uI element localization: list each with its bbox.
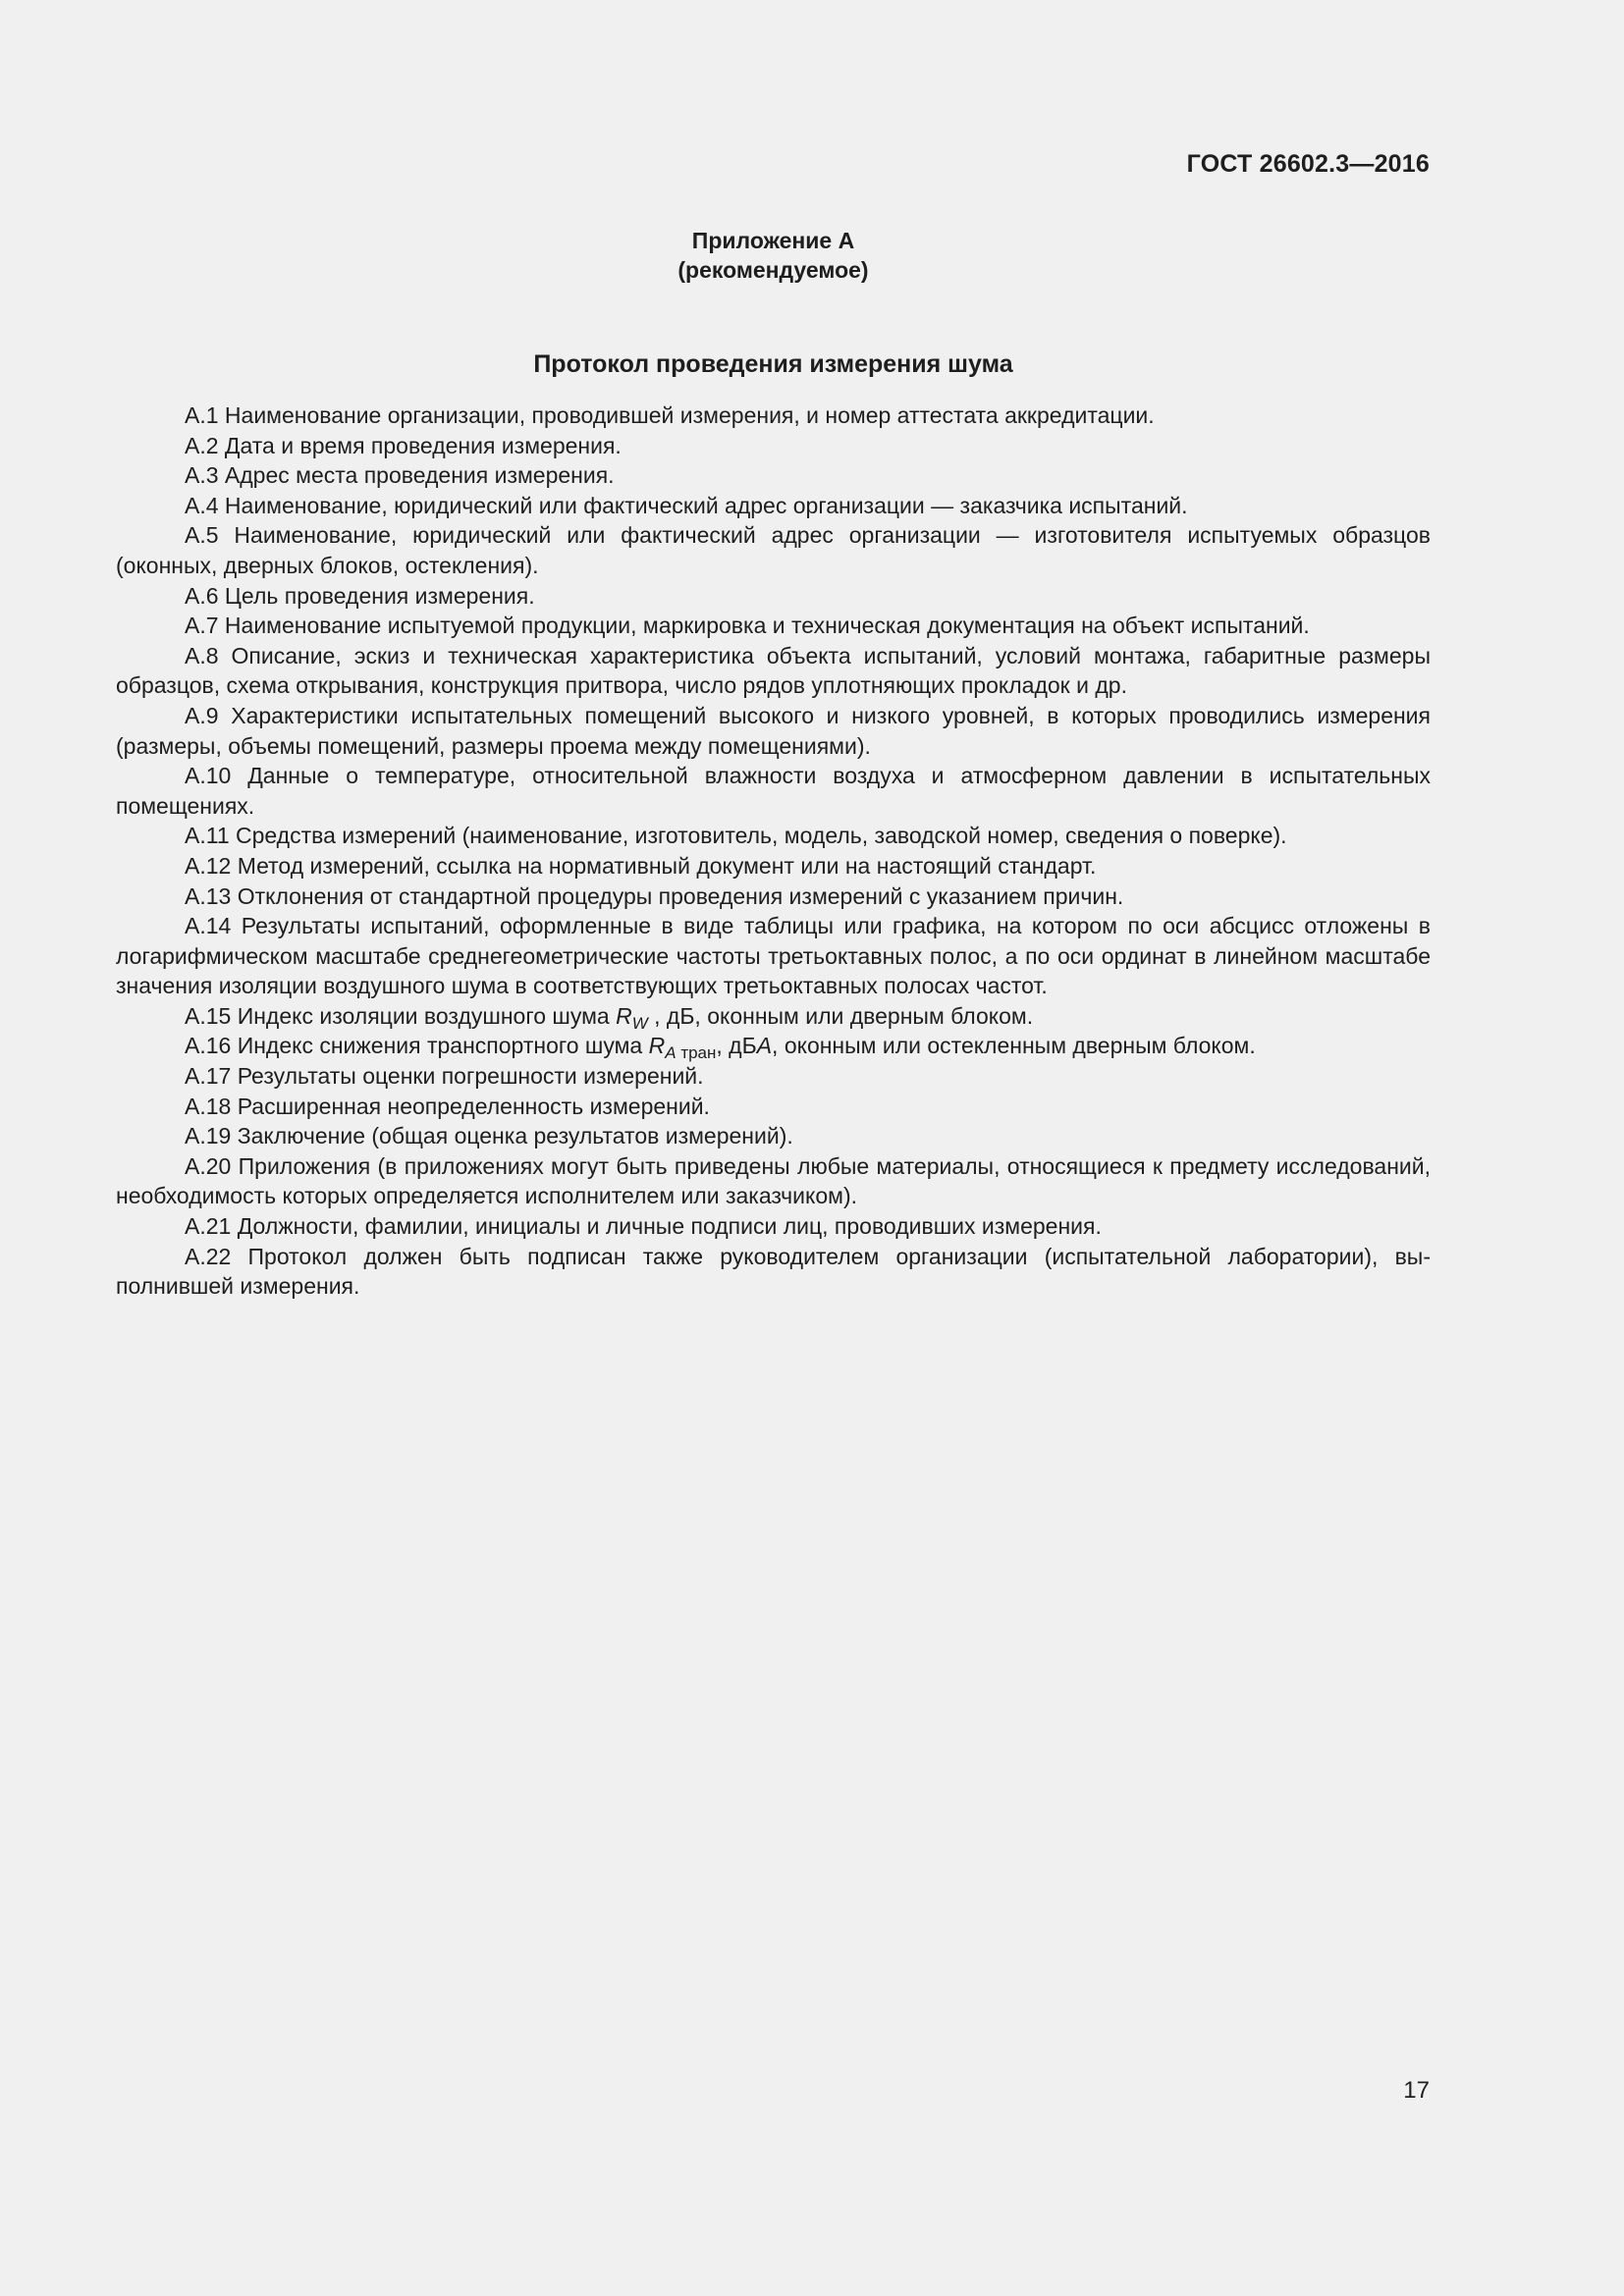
- item-a20: А.20 Приложения (в приложениях могут быть приведены любые материалы, относящиеся к предмету исследований, необходимость которых определяется исполнителем или заказчиком).: [116, 1152, 1431, 1209]
- protocol-items: [116, 400, 1431, 1302]
- item-a3: А.3 Адрес места проведения измерения.: [185, 462, 615, 489]
- item-a11: А.11 Средства измерений (наименование, изготовитель, модель, заводской номер, сведения о поверке).: [185, 823, 1287, 849]
- item-a15-subscript: W: [631, 1013, 648, 1033]
- item-a8: А.8 Описание, эскиз и техническая характеристика объекта испытаний, условий монтажа, габаритные размеры образцов, схема открывания, конструкция притвора, число рядов уплотняющих прокладок и др.: [116, 642, 1431, 699]
- item-a10: А.10 Данные о температуре, относительной влажности воздуха и атмосферном давлении в испытательных помещениях.: [116, 763, 1431, 819]
- item-a13: А.13 Отклонения от стандартной процедуры проведения измерений с указанием причин.: [185, 882, 1124, 909]
- item-a16-text-after: , оконным или остекленным дверным блоком.: [772, 1033, 1256, 1059]
- item-a16-symbol: R: [648, 1033, 666, 1059]
- item-a15: [116, 1001, 1431, 1032]
- item-a4: А.4 Наименование, юридический или фактический адрес организации — заказчика испытаний.: [185, 492, 1188, 518]
- protocol-title: Протокол проведения измерения шума: [533, 350, 1013, 378]
- item-a16-subscript-italic: A: [665, 1043, 677, 1063]
- item-a2: А.2 Дата и время проведения измерения.: [185, 432, 622, 458]
- item-a21: А.21 Должности, фамилии, инициалы и личные подписи лиц, проводивших измерения.: [185, 1213, 1102, 1240]
- item-a16-text-unit: , дБ: [716, 1033, 757, 1059]
- document-code: ГОСТ 26602.3—2016: [1186, 150, 1430, 178]
- item-a15-symbol: R: [616, 1002, 632, 1029]
- item-a15-text-before: А.15 Индекс изоляции воздушного шума: [185, 1002, 617, 1029]
- item-a18: А.18 Расширенная неопределенность измерений.: [185, 1093, 710, 1119]
- item-a5: А.5 Наименование, юридический или фактический адрес организации — изготовителя испытуемых образцов (оконных, дверных блоков, остекления).: [116, 522, 1431, 578]
- appendix-name: Приложение А: [691, 228, 855, 253]
- appendix-heading: [116, 226, 1431, 285]
- item-a15-text-after: , дБ, оконным или дверным блоком.: [647, 1002, 1034, 1029]
- item-a16-unit-italic: А: [756, 1033, 773, 1059]
- item-a16: [116, 1031, 1431, 1061]
- item-a14: А.14 Результаты испытаний, оформленные в виде таблицы или графика, на котором по оси абсцисс отложены в логарифмическом масштабе среднегеометрические частоты третьоктавных полос, а по оси ординат в линейном масштабе значения изоляции воздушного шума в соответствующих третьоктавных полосах частот.: [116, 913, 1431, 999]
- item-a17: А.17 Результаты оценки погрешности измерений.: [185, 1063, 704, 1090]
- item-a1: А.1 Наименование организации, проводившей измерения, и номер аттестата аккредитации.: [185, 402, 1155, 428]
- item-a16-subscript: [665, 1043, 716, 1062]
- item-a19: А.19 Заключение (общая оценка результатов измерений).: [185, 1123, 793, 1149]
- item-a9: А.9 Характеристики испытательных помещений высокого и низкого уровней, в которых проводились измерения (размеры, объемы помещений, размеры проема между помещениями).: [116, 702, 1431, 759]
- item-a12: А.12 Метод измерений, ссылка на нормативный документ или на настоящий стандарт.: [185, 852, 1097, 879]
- page-number: 17: [1403, 2077, 1430, 2104]
- item-a7: А.7 Наименование испытуемой продукции, маркировка и техническая документация на объект испытаний.: [185, 613, 1310, 639]
- item-a6: А.6 Цель проведения измерения.: [185, 582, 535, 609]
- item-a22: А.22 Протокол должен быть подписан также руководителем организации (испытательной лаборатории), выполнившей измерения.: [116, 1243, 1431, 1300]
- appendix-status: (рекомендуемое): [677, 257, 869, 283]
- item-a16-subscript-text: тран: [676, 1043, 717, 1063]
- item-a16-text-before: А.16 Индекс снижения транспортного шума: [185, 1033, 649, 1059]
